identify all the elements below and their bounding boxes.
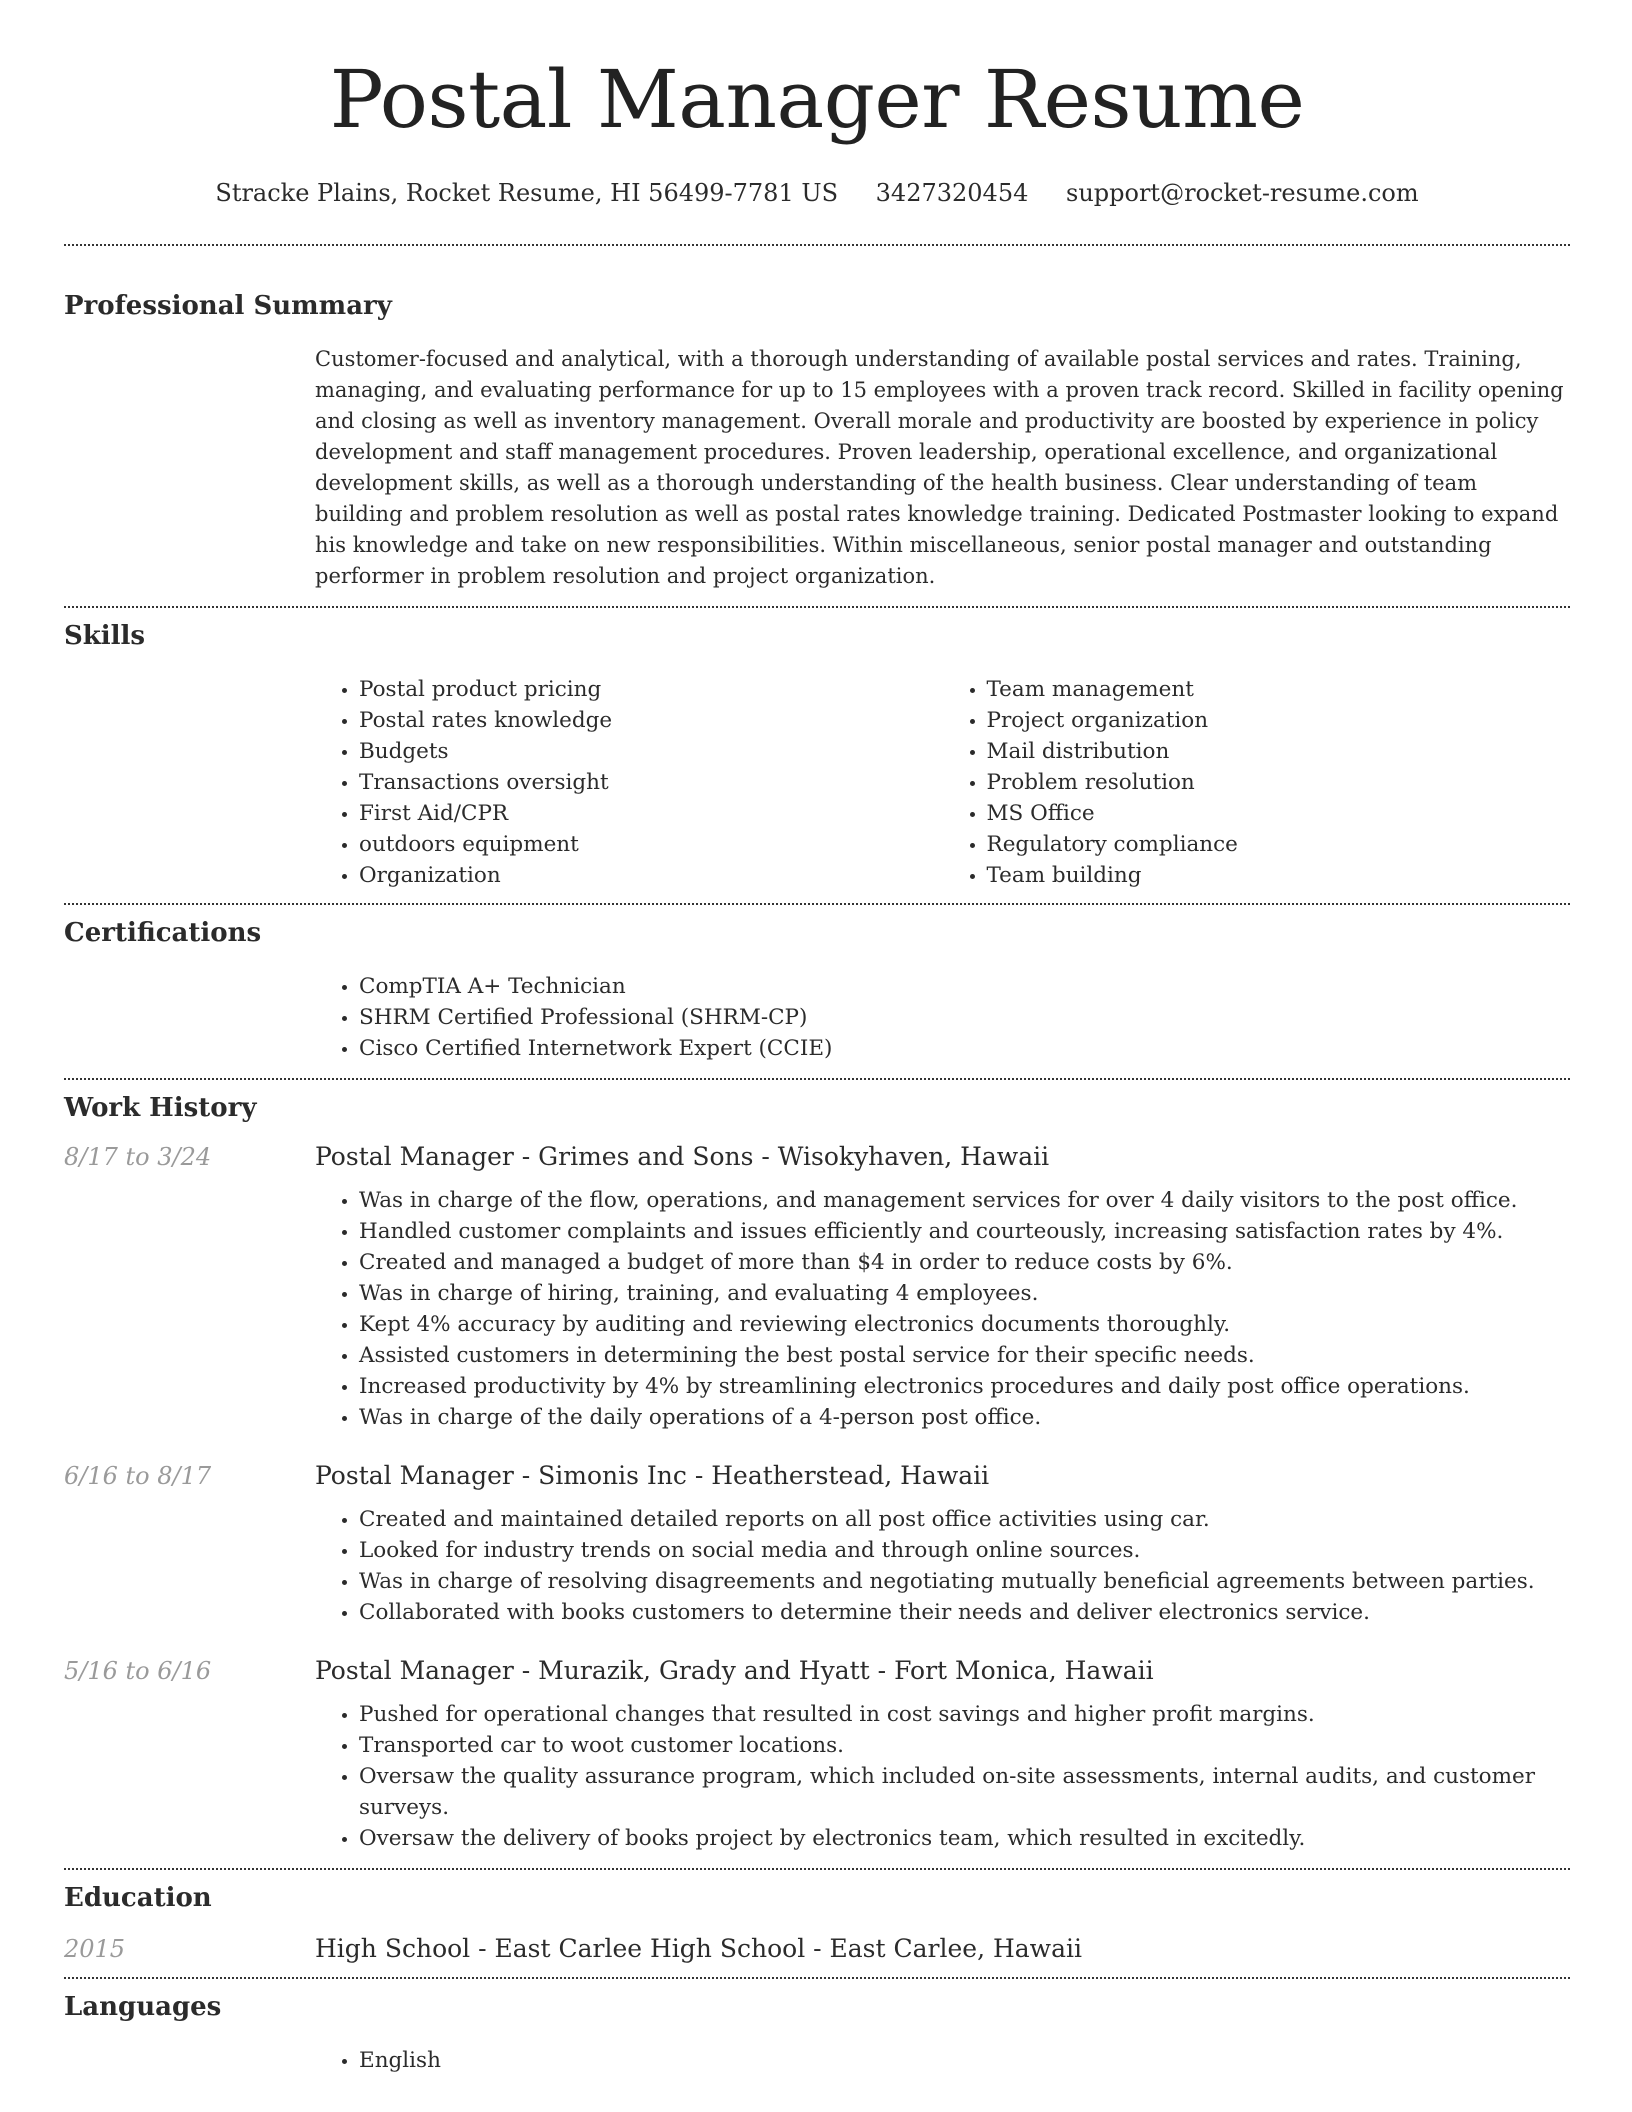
divider: [64, 1868, 1570, 1870]
job-bullet: • Pushed for operational changes that resulted in cost savings and higher profit margins.: [359, 1699, 1570, 1730]
skills-column-left: [315, 674, 943, 891]
certification-item: • Cisco Certified Internetwork Expert (CCIE): [359, 1033, 1570, 1064]
address: Stracke Plains, Rocket Resume, HI 56499-7781 US: [215, 179, 839, 207]
divider: [64, 903, 1570, 905]
skill-item: • Organization: [359, 860, 943, 891]
resume-page: [64, 0, 1570, 2076]
certification-item: • SHRM Certified Professional (SHRM-CP): [359, 1002, 1570, 1033]
certifications-list: [315, 971, 1570, 1064]
job-entry: [64, 1461, 1570, 1628]
email: support@rocket-resume.com: [1066, 179, 1419, 207]
skill-item: • First Aid/CPR: [359, 798, 943, 829]
job-bullet: • Created and maintained detailed reports on all post office activities using car.: [359, 1504, 1570, 1535]
job-bullet: • Looked for industry trends on social media and through online sources.: [359, 1535, 1570, 1566]
job-bullet: • Created and managed a budget of more than $4 in order to reduce costs by 6%.: [359, 1247, 1570, 1278]
language-item: • English: [359, 2045, 1570, 2076]
skill-item: • Regulatory compliance: [987, 829, 1571, 860]
skill-item: • Postal rates knowledge: [359, 705, 943, 736]
languages-heading: Languages: [64, 1992, 222, 2022]
education-entry: [64, 1934, 1570, 1963]
skill-item: • Transactions oversight: [359, 767, 943, 798]
skill-item: • MS Office: [987, 798, 1571, 829]
languages-list: [315, 2045, 1570, 2076]
job-bullet: • Kept 4% accuracy by auditing and reviewing electronics documents thoroughly.: [359, 1309, 1570, 1340]
job-bullet: • Was in charge of the daily operations of a 4-person post office.: [359, 1402, 1570, 1433]
work-history-heading: Work History: [64, 1093, 257, 1123]
job-bullets: [315, 1699, 1570, 1854]
job-bullets: [315, 1504, 1570, 1628]
summary-text: Customer-focused and analytical, with a thorough understanding of available postal services and rates. Training, managing, and evaluating performance for up to 15 employees with a proven track record. Skilled in facility opening and closing as well as inventory management. Overall morale and productivity are boosted by experience in policy development and staff management procedures. Proven leadership, operational excellence, and organizational development skills, as well as a thorough understanding of the health business. Clear understanding of team building and problem resolution as well as postal rates knowledge training. Dedicated Postmaster looking to expand his knowledge and take on new responsibilities. Within miscellaneous, senior postal manager and outstanding performer in problem resolution and project organization.: [315, 347, 1564, 588]
job-dates: 8/17 to 3/24: [64, 1143, 212, 1171]
job-title: Postal Manager - Murazik, Grady and Hyatt - Fort Monica, Hawaii: [315, 1656, 1154, 1685]
divider: [64, 1977, 1570, 1979]
job-bullet: • Oversaw the quality assurance program, which included on-site assessments, internal audits, and customer surveys.: [359, 1761, 1570, 1823]
skill-item: • Problem resolution: [987, 767, 1571, 798]
job-bullet: • Collaborated with books customers to determine their needs and deliver electronics service.: [359, 1597, 1570, 1628]
skills-column-right: [943, 674, 1571, 891]
job-bullet: • Was in charge of the flow, operations, and management services for over 4 daily visitors to the post office.: [359, 1185, 1570, 1216]
summary-heading: Professional Summary: [64, 291, 392, 321]
job-title: Postal Manager - Simonis Inc - Heatherstead, Hawaii: [315, 1461, 990, 1490]
job-bullet: • Was in charge of resolving disagreements and negotiating mutually beneficial agreements between parties.: [359, 1566, 1570, 1597]
divider: [64, 1078, 1570, 1080]
job-bullet: • Assisted customers in determining the best postal service for their specific needs.: [359, 1340, 1570, 1371]
contact-line: [64, 178, 1570, 208]
skill-item: • Project organization: [987, 705, 1571, 736]
job-bullet: • Increased productivity by 4% by streamlining electronics procedures and daily post office operations.: [359, 1371, 1570, 1402]
skill-item: • Budgets: [359, 736, 943, 767]
job-bullet: • Handled customer complaints and issues efficiently and courteously, increasing satisfaction rates by 4%.: [359, 1216, 1570, 1247]
divider: [64, 244, 1570, 246]
certifications-heading: Certifications: [64, 918, 262, 948]
resume-title: Postal Manager Resume: [329, 53, 1305, 146]
skill-item: • Team management: [987, 674, 1571, 705]
skills-heading: Skills: [64, 621, 146, 651]
skill-item: • outdoors equipment: [359, 829, 943, 860]
job-bullets: [315, 1185, 1570, 1433]
job-entry: [64, 1656, 1570, 1854]
skills-list: [315, 674, 1570, 891]
job-bullet: • Oversaw the delivery of books project by electronics team, which resulted in excitedly.: [359, 1823, 1570, 1854]
job-entry: [64, 1142, 1570, 1433]
certification-item: • CompTIA A+ Technician: [359, 971, 1570, 1002]
job-dates: 6/16 to 8/17: [64, 1462, 212, 1490]
job-dates: 5/16 to 6/16: [64, 1657, 212, 1685]
job-bullet: • Transported car to woot customer locations.: [359, 1730, 1570, 1761]
education-title: High School - East Carlee High School - East Carlee, Hawaii: [315, 1934, 1082, 1963]
phone: 3427320454: [875, 179, 1029, 207]
education-year: 2015: [64, 1935, 126, 1963]
job-title: Postal Manager - Grimes and Sons - Wisokyhaven, Hawaii: [315, 1142, 1050, 1171]
divider: [64, 606, 1570, 608]
education-heading: Education: [64, 1883, 212, 1913]
skill-item: • Postal product pricing: [359, 674, 943, 705]
job-bullet: • Was in charge of hiring, training, and evaluating 4 employees.: [359, 1278, 1570, 1309]
skill-item: • Team building: [987, 860, 1571, 891]
skill-item: • Mail distribution: [987, 736, 1571, 767]
